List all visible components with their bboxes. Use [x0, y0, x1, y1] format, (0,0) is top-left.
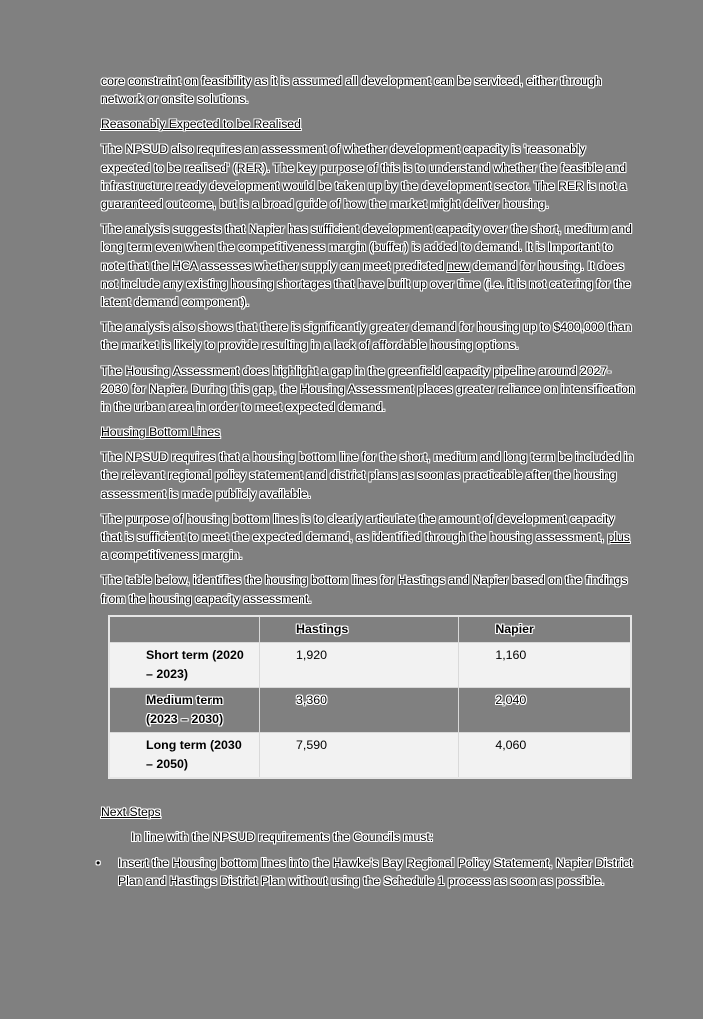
- napier-value: 1,160: [459, 643, 631, 688]
- housing-bottom-lines-table: [108, 615, 632, 780]
- rer-paragraph: The NPSUD also requires an assessment of whether development capacity is 'reasonably expected to be realised' (RER). The key purpose of this is to understand whether the feasible and infrastructure ready development would be taken up by the development sector. The RER is not a guaranteed outcome, but is a broad guide of how the market might deliver housing.: [101, 142, 627, 212]
- analysis-paragraph: [101, 220, 636, 311]
- purpose-text-before: The purpose of housing bottom lines is to clearly articulate the amount of development capacity that is sufficient to meet the expected demand, as identified through the housing assessment,: [101, 511, 615, 545]
- table-row-medium-term: [109, 688, 631, 733]
- intro-fragment-paragraph: core constraint on feasibility as it is assumed all development can be serviced, either through network or onsite solutions.: [101, 74, 602, 107]
- hbl-purpose-paragraph: [101, 510, 636, 565]
- table-row-long-term: [109, 733, 631, 779]
- table-intro-paragraph: The table below, identifies the housing bottom lines for Hastings and Napier based on the findings from the housing capacity assessment.: [101, 573, 628, 606]
- analysis-text-after: demand for housing. It does not include any existing housing shortages that have built up over time (i.e. it is not catering for the latent demand component).: [101, 258, 631, 310]
- table-header-row: [109, 616, 631, 643]
- table-header-blank: [109, 616, 260, 643]
- list-item: [96, 854, 636, 890]
- hastings-value: 1,920: [260, 643, 459, 688]
- hastings-value: 3,360: [260, 688, 459, 733]
- hbl-requirement-paragraph: The NPSUD requires that a housing bottom line for the short, medium and long term be included in the relevant regional policy statement and district plans as soon as practicable after the housing assessment is made publicly available.: [101, 450, 634, 501]
- row-label: Short term (2020 – 2023): [109, 643, 260, 688]
- napier-value: 4,060: [459, 733, 631, 779]
- next-steps-intro: In line with the NPSUD requirements the Councils must:: [131, 830, 434, 845]
- list-item-text: Insert the Housing bottom lines into the Hawke's Bay Regional Policy Statement, Napier District Plan and Hastings District Plan without using the Schedule 1 process as soon as possible.: [118, 855, 633, 888]
- heading-housing-bottom-lines: Housing Bottom Lines: [101, 425, 221, 440]
- hastings-value: 7,590: [260, 733, 459, 779]
- table-header-napier: Napier: [459, 616, 631, 643]
- table-header-hastings: Hastings: [260, 616, 459, 643]
- analysis-underlined-new: new: [447, 258, 470, 273]
- purpose-underlined-plus: plus: [607, 530, 630, 545]
- document-page: [96, 72, 636, 890]
- row-label: Medium term (2023 – 2030): [109, 688, 260, 733]
- affordability-paragraph: The analysis also shows that there is significantly greater demand for housing up to $400,000 than the market is likely to provide resulting in a lack of affordable housing options.: [101, 320, 632, 353]
- greenfield-gap-paragraph: The Housing Assessment does highlight a gap in the greenfield capacity pipeline around 2027-2030 for Napier. During this gap, the Housing Assessment places greater reliance on intensification in the urban area in order to meet expected demand.: [101, 363, 635, 415]
- row-label: Long term (2030 – 2050): [109, 733, 260, 779]
- napier-value: 2,040: [459, 688, 631, 733]
- analysis-text-before: The analysis suggests that Napier has sufficient development capacity over the short, medium and long term even when the competitiveness margin (buffer) is added to demand. It is Important to note that the HCA assesses whether supply can meet predicted: [101, 222, 632, 273]
- table-row-short-term: [109, 643, 631, 688]
- heading-reasonably-expected: Reasonably Expected to be Realised: [101, 117, 301, 132]
- purpose-text-after: a competitiveness margin.: [101, 548, 243, 563]
- bullet-icon: •: [96, 855, 101, 870]
- next-steps-list: [96, 854, 636, 890]
- heading-next-steps: Next Steps: [101, 805, 161, 820]
